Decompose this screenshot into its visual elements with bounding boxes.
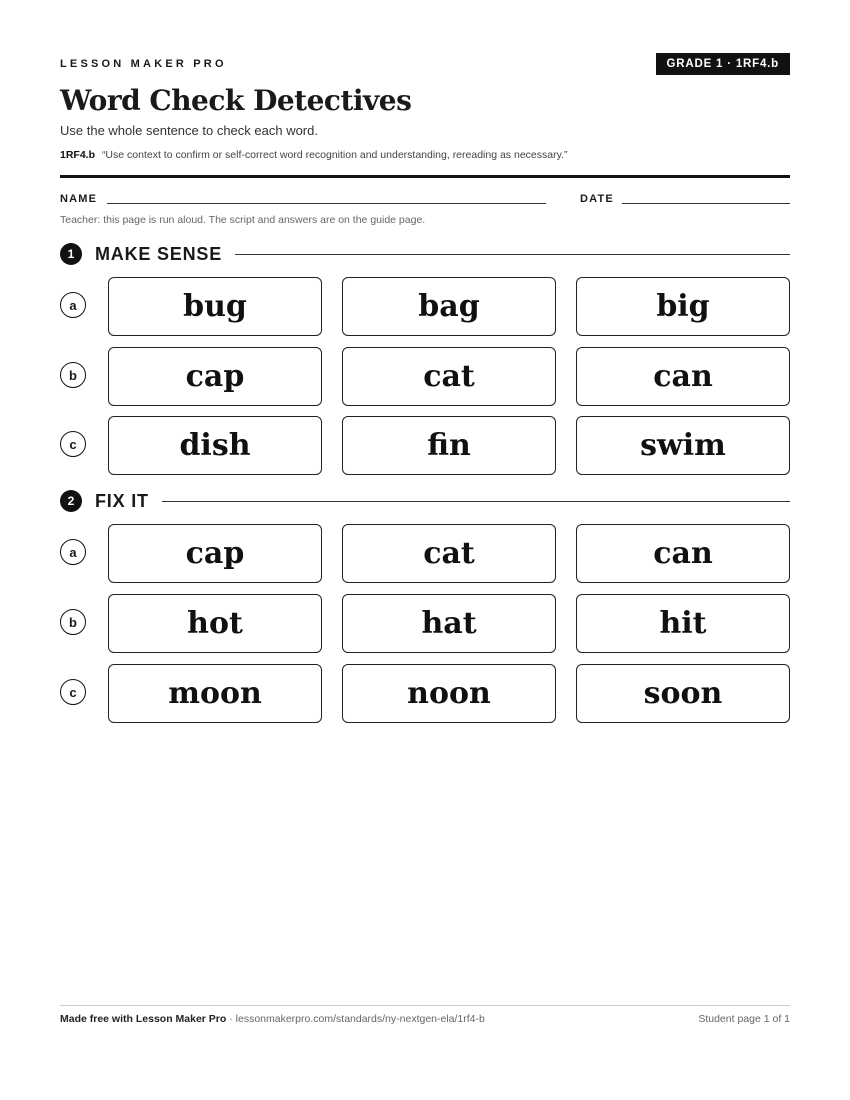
standard-code: 1RF4.b bbox=[60, 149, 96, 161]
word-row bbox=[60, 664, 790, 724]
footer-credit bbox=[60, 1013, 485, 1025]
word-row bbox=[60, 347, 790, 407]
word-row bbox=[60, 524, 790, 584]
word-card[interactable]: can bbox=[576, 347, 790, 406]
row-label: c bbox=[60, 431, 86, 457]
row-label: b bbox=[60, 609, 86, 635]
footer-made-with: Made free with Lesson Maker Pro bbox=[60, 1013, 227, 1025]
date-label: DATE bbox=[580, 193, 614, 205]
row-label: c bbox=[60, 679, 86, 705]
word-card[interactable]: bug bbox=[108, 277, 322, 336]
word-card[interactable]: bag bbox=[342, 277, 556, 336]
section-title: MAKE SENSE bbox=[95, 243, 223, 264]
standard bbox=[60, 149, 567, 161]
row-label: a bbox=[60, 292, 86, 318]
row-label: a bbox=[60, 539, 86, 565]
subtitle: Use the whole sentence to check each word. bbox=[60, 123, 318, 138]
word-card[interactable]: cap bbox=[108, 347, 322, 406]
section-title: FIX IT bbox=[95, 490, 149, 511]
name-field-line[interactable] bbox=[107, 203, 546, 204]
word-card[interactable]: soon bbox=[576, 664, 790, 723]
teacher-note: Teacher: this page is run aloud. The script and answers are on the guide page. bbox=[60, 214, 426, 226]
footer-url-link[interactable]: lessonmakerpro.com/standards/ny-nextgen-ela/1rf4-b bbox=[235, 1013, 485, 1025]
word-card[interactable]: moon bbox=[108, 664, 322, 723]
section-header bbox=[60, 242, 790, 266]
footer-separator: · bbox=[226, 1013, 236, 1025]
section-divider bbox=[162, 501, 790, 502]
word-card[interactable]: hit bbox=[576, 594, 790, 653]
date-field-line[interactable] bbox=[622, 203, 790, 204]
word-row bbox=[60, 277, 790, 337]
name-label: NAME bbox=[60, 193, 98, 205]
word-card[interactable]: can bbox=[576, 524, 790, 583]
word-card[interactable]: big bbox=[576, 277, 790, 336]
word-card[interactable]: cat bbox=[342, 524, 556, 583]
section-divider bbox=[235, 254, 790, 255]
page-title: Word Check Detectives bbox=[60, 84, 412, 117]
word-card[interactable]: swim bbox=[576, 416, 790, 475]
standard-text: “Use context to confirm or self-correct word recognition and understanding, rereading as necessary.” bbox=[101, 149, 568, 161]
section-number-badge: 2 bbox=[60, 490, 82, 512]
grade-badge: GRADE 1 · 1RF4.b bbox=[656, 53, 790, 75]
header-divider bbox=[60, 175, 790, 178]
footer-divider bbox=[60, 1005, 790, 1006]
row-label: b bbox=[60, 362, 86, 388]
footer-page-number: Student page 1 of 1 bbox=[698, 1013, 790, 1025]
brand-name: LESSON MAKER PRO bbox=[60, 58, 227, 70]
word-card[interactable]: dish bbox=[108, 416, 322, 475]
section-header bbox=[60, 489, 790, 513]
word-row bbox=[60, 594, 790, 654]
word-row bbox=[60, 416, 790, 476]
word-card[interactable]: fin bbox=[342, 416, 556, 475]
word-card[interactable]: cap bbox=[108, 524, 322, 583]
word-card[interactable]: noon bbox=[342, 664, 556, 723]
word-card[interactable]: cat bbox=[342, 347, 556, 406]
word-card[interactable]: hot bbox=[108, 594, 322, 653]
section-number-badge: 1 bbox=[60, 243, 82, 265]
word-card[interactable]: hat bbox=[342, 594, 556, 653]
